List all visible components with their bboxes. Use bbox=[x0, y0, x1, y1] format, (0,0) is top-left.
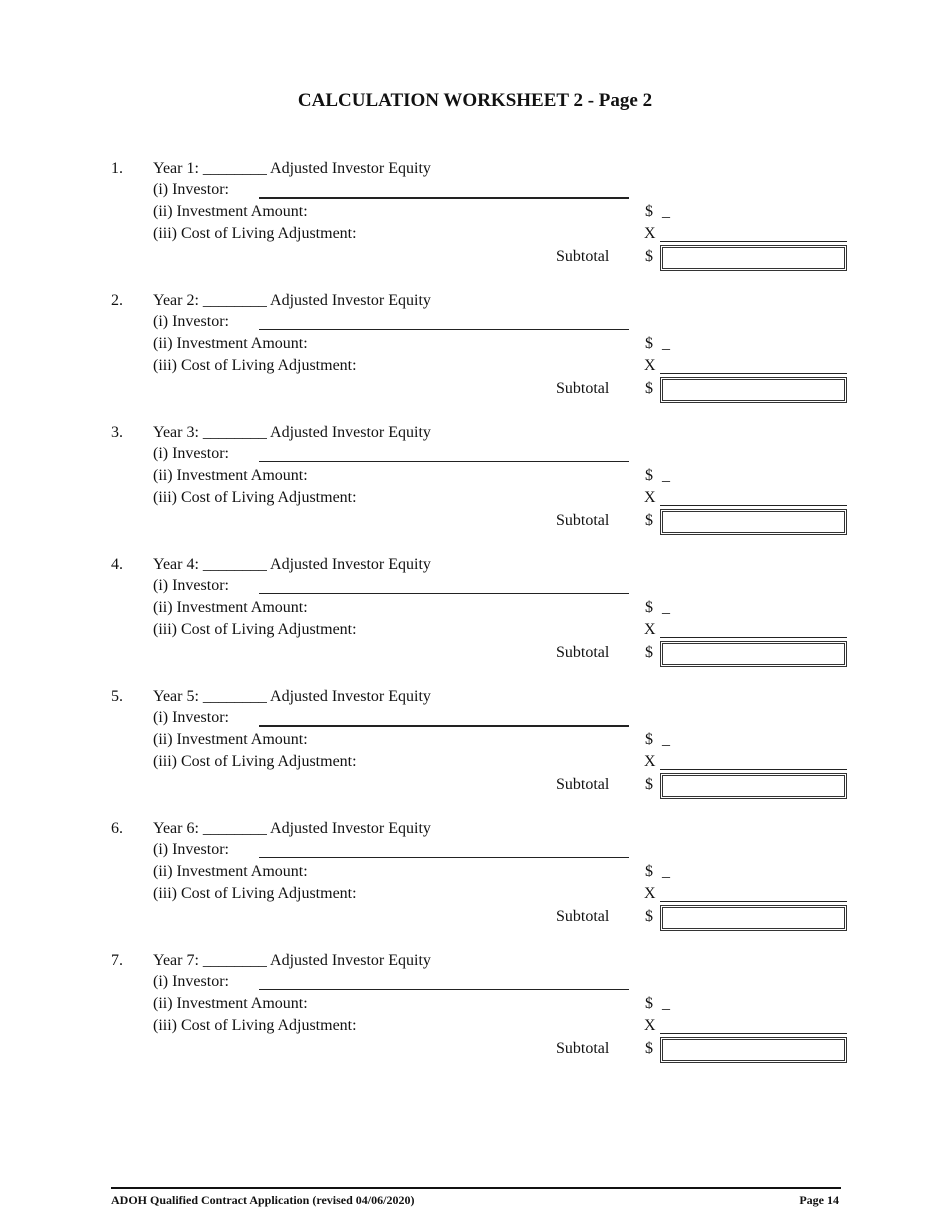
dollar-sign: $ bbox=[645, 335, 653, 352]
investment-amount-label: (ii) Investment Amount: bbox=[153, 335, 308, 352]
multiply-sign: X bbox=[644, 1017, 656, 1034]
investor-label: (i) Investor: bbox=[153, 709, 229, 726]
dollar-sign: $ bbox=[645, 1040, 653, 1057]
multiply-sign: X bbox=[644, 885, 656, 902]
investment-amount-field[interactable]: _ bbox=[662, 995, 670, 1012]
section-number: 6. bbox=[111, 820, 123, 837]
dollar-sign: $ bbox=[645, 203, 653, 220]
subtotal-label: Subtotal bbox=[556, 248, 610, 265]
dollar-sign: $ bbox=[645, 644, 653, 661]
section-number: 5. bbox=[111, 688, 123, 705]
cost-of-living-label: (iii) Cost of Living Adjustment: bbox=[153, 357, 357, 374]
cost-of-living-label: (iii) Cost of Living Adjustment: bbox=[153, 885, 357, 902]
section-number: 4. bbox=[111, 556, 123, 573]
subtotal-input-box[interactable] bbox=[660, 509, 847, 535]
investment-amount-label: (ii) Investment Amount: bbox=[153, 203, 308, 220]
multiply-sign: X bbox=[644, 621, 656, 638]
investor-label: (i) Investor: bbox=[153, 181, 229, 198]
dollar-sign: $ bbox=[645, 995, 653, 1012]
section-number: 3. bbox=[111, 424, 123, 441]
subtotal-input-box[interactable] bbox=[660, 641, 847, 667]
investor-label: (i) Investor: bbox=[153, 445, 229, 462]
investor-name-line[interactable] bbox=[259, 857, 629, 858]
worksheet-section bbox=[0, 423, 950, 539]
cost-of-living-line[interactable] bbox=[660, 1033, 847, 1034]
year-adjusted-equity-label: Year 7: ________ Adjusted Investor Equity bbox=[153, 952, 431, 969]
year-adjusted-equity-label: Year 6: ________ Adjusted Investor Equity bbox=[153, 820, 431, 837]
dollar-sign: $ bbox=[645, 863, 653, 880]
investment-amount-label: (ii) Investment Amount: bbox=[153, 731, 308, 748]
subtotal-label: Subtotal bbox=[556, 1040, 610, 1057]
subtotal-input-box[interactable] bbox=[660, 773, 847, 799]
footer-divider bbox=[111, 1187, 841, 1189]
worksheet-section bbox=[0, 951, 950, 1067]
footer-document-title: ADOH Qualified Contract Application (revised 04/06/2020) bbox=[111, 1193, 415, 1207]
dollar-sign: $ bbox=[645, 908, 653, 925]
subtotal-label: Subtotal bbox=[556, 512, 610, 529]
page-title: CALCULATION WORKSHEET 2 - Page 2 bbox=[297, 90, 653, 111]
subtotal-input-box[interactable] bbox=[660, 245, 847, 271]
cost-of-living-line[interactable] bbox=[660, 901, 847, 902]
section-number: 7. bbox=[111, 952, 123, 969]
investor-name-line[interactable] bbox=[259, 593, 629, 594]
subtotal-input-box[interactable] bbox=[660, 905, 847, 931]
dollar-sign: $ bbox=[645, 467, 653, 484]
year-adjusted-equity-label: Year 5: ________ Adjusted Investor Equity bbox=[153, 688, 431, 705]
multiply-sign: X bbox=[644, 357, 656, 374]
investment-amount-label: (ii) Investment Amount: bbox=[153, 995, 308, 1012]
investor-name-line[interactable] bbox=[259, 725, 629, 727]
subtotal-label: Subtotal bbox=[556, 644, 610, 661]
investor-label: (i) Investor: bbox=[153, 313, 229, 330]
cost-of-living-label: (iii) Cost of Living Adjustment: bbox=[153, 621, 357, 638]
cost-of-living-label: (iii) Cost of Living Adjustment: bbox=[153, 753, 357, 770]
multiply-sign: X bbox=[644, 753, 656, 770]
cost-of-living-line[interactable] bbox=[660, 637, 847, 638]
year-adjusted-equity-label: Year 1: ________ Adjusted Investor Equity bbox=[153, 160, 431, 177]
section-number: 1. bbox=[111, 160, 123, 177]
dollar-sign: $ bbox=[645, 731, 653, 748]
investment-amount-label: (ii) Investment Amount: bbox=[153, 467, 308, 484]
cost-of-living-label: (iii) Cost of Living Adjustment: bbox=[153, 1017, 357, 1034]
worksheet-section bbox=[0, 687, 950, 803]
investor-label: (i) Investor: bbox=[153, 973, 229, 990]
subtotal-label: Subtotal bbox=[556, 776, 610, 793]
subtotal-input-box[interactable] bbox=[660, 1037, 847, 1063]
investor-label: (i) Investor: bbox=[153, 577, 229, 594]
cost-of-living-line[interactable] bbox=[660, 505, 847, 506]
year-adjusted-equity-label: Year 4: ________ Adjusted Investor Equity bbox=[153, 556, 431, 573]
cost-of-living-label: (iii) Cost of Living Adjustment: bbox=[153, 489, 357, 506]
dollar-sign: $ bbox=[645, 599, 653, 616]
multiply-sign: X bbox=[644, 489, 656, 506]
investment-amount-field[interactable]: _ bbox=[662, 335, 670, 352]
investment-amount-field[interactable]: _ bbox=[662, 599, 670, 616]
investment-amount-field[interactable]: _ bbox=[662, 731, 670, 748]
subtotal-label: Subtotal bbox=[556, 908, 610, 925]
cost-of-living-line[interactable] bbox=[660, 373, 847, 374]
investor-name-line[interactable] bbox=[259, 197, 629, 199]
year-adjusted-equity-label: Year 3: ________ Adjusted Investor Equity bbox=[153, 424, 431, 441]
dollar-sign: $ bbox=[645, 512, 653, 529]
subtotal-label: Subtotal bbox=[556, 380, 610, 397]
investment-amount-field[interactable]: _ bbox=[662, 863, 670, 880]
worksheet-section bbox=[0, 159, 950, 275]
worksheet-section bbox=[0, 291, 950, 407]
dollar-sign: $ bbox=[645, 776, 653, 793]
investor-label: (i) Investor: bbox=[153, 841, 229, 858]
worksheet-section bbox=[0, 555, 950, 671]
investment-amount-label: (ii) Investment Amount: bbox=[153, 863, 308, 880]
section-number: 2. bbox=[111, 292, 123, 309]
investment-amount-label: (ii) Investment Amount: bbox=[153, 599, 308, 616]
cost-of-living-label: (iii) Cost of Living Adjustment: bbox=[153, 225, 357, 242]
year-adjusted-equity-label: Year 2: ________ Adjusted Investor Equity bbox=[153, 292, 431, 309]
cost-of-living-line[interactable] bbox=[660, 769, 847, 770]
dollar-sign: $ bbox=[645, 248, 653, 265]
investor-name-line[interactable] bbox=[259, 329, 629, 330]
investor-name-line[interactable] bbox=[259, 989, 629, 990]
worksheet-section bbox=[0, 819, 950, 935]
investor-name-line[interactable] bbox=[259, 461, 629, 462]
subtotal-input-box[interactable] bbox=[660, 377, 847, 403]
cost-of-living-line[interactable] bbox=[660, 241, 847, 242]
dollar-sign: $ bbox=[645, 380, 653, 397]
investment-amount-field[interactable]: _ bbox=[662, 467, 670, 484]
investment-amount-field[interactable]: _ bbox=[662, 203, 670, 220]
footer-page-number: Page 14 bbox=[799, 1193, 839, 1207]
multiply-sign: X bbox=[644, 225, 656, 242]
